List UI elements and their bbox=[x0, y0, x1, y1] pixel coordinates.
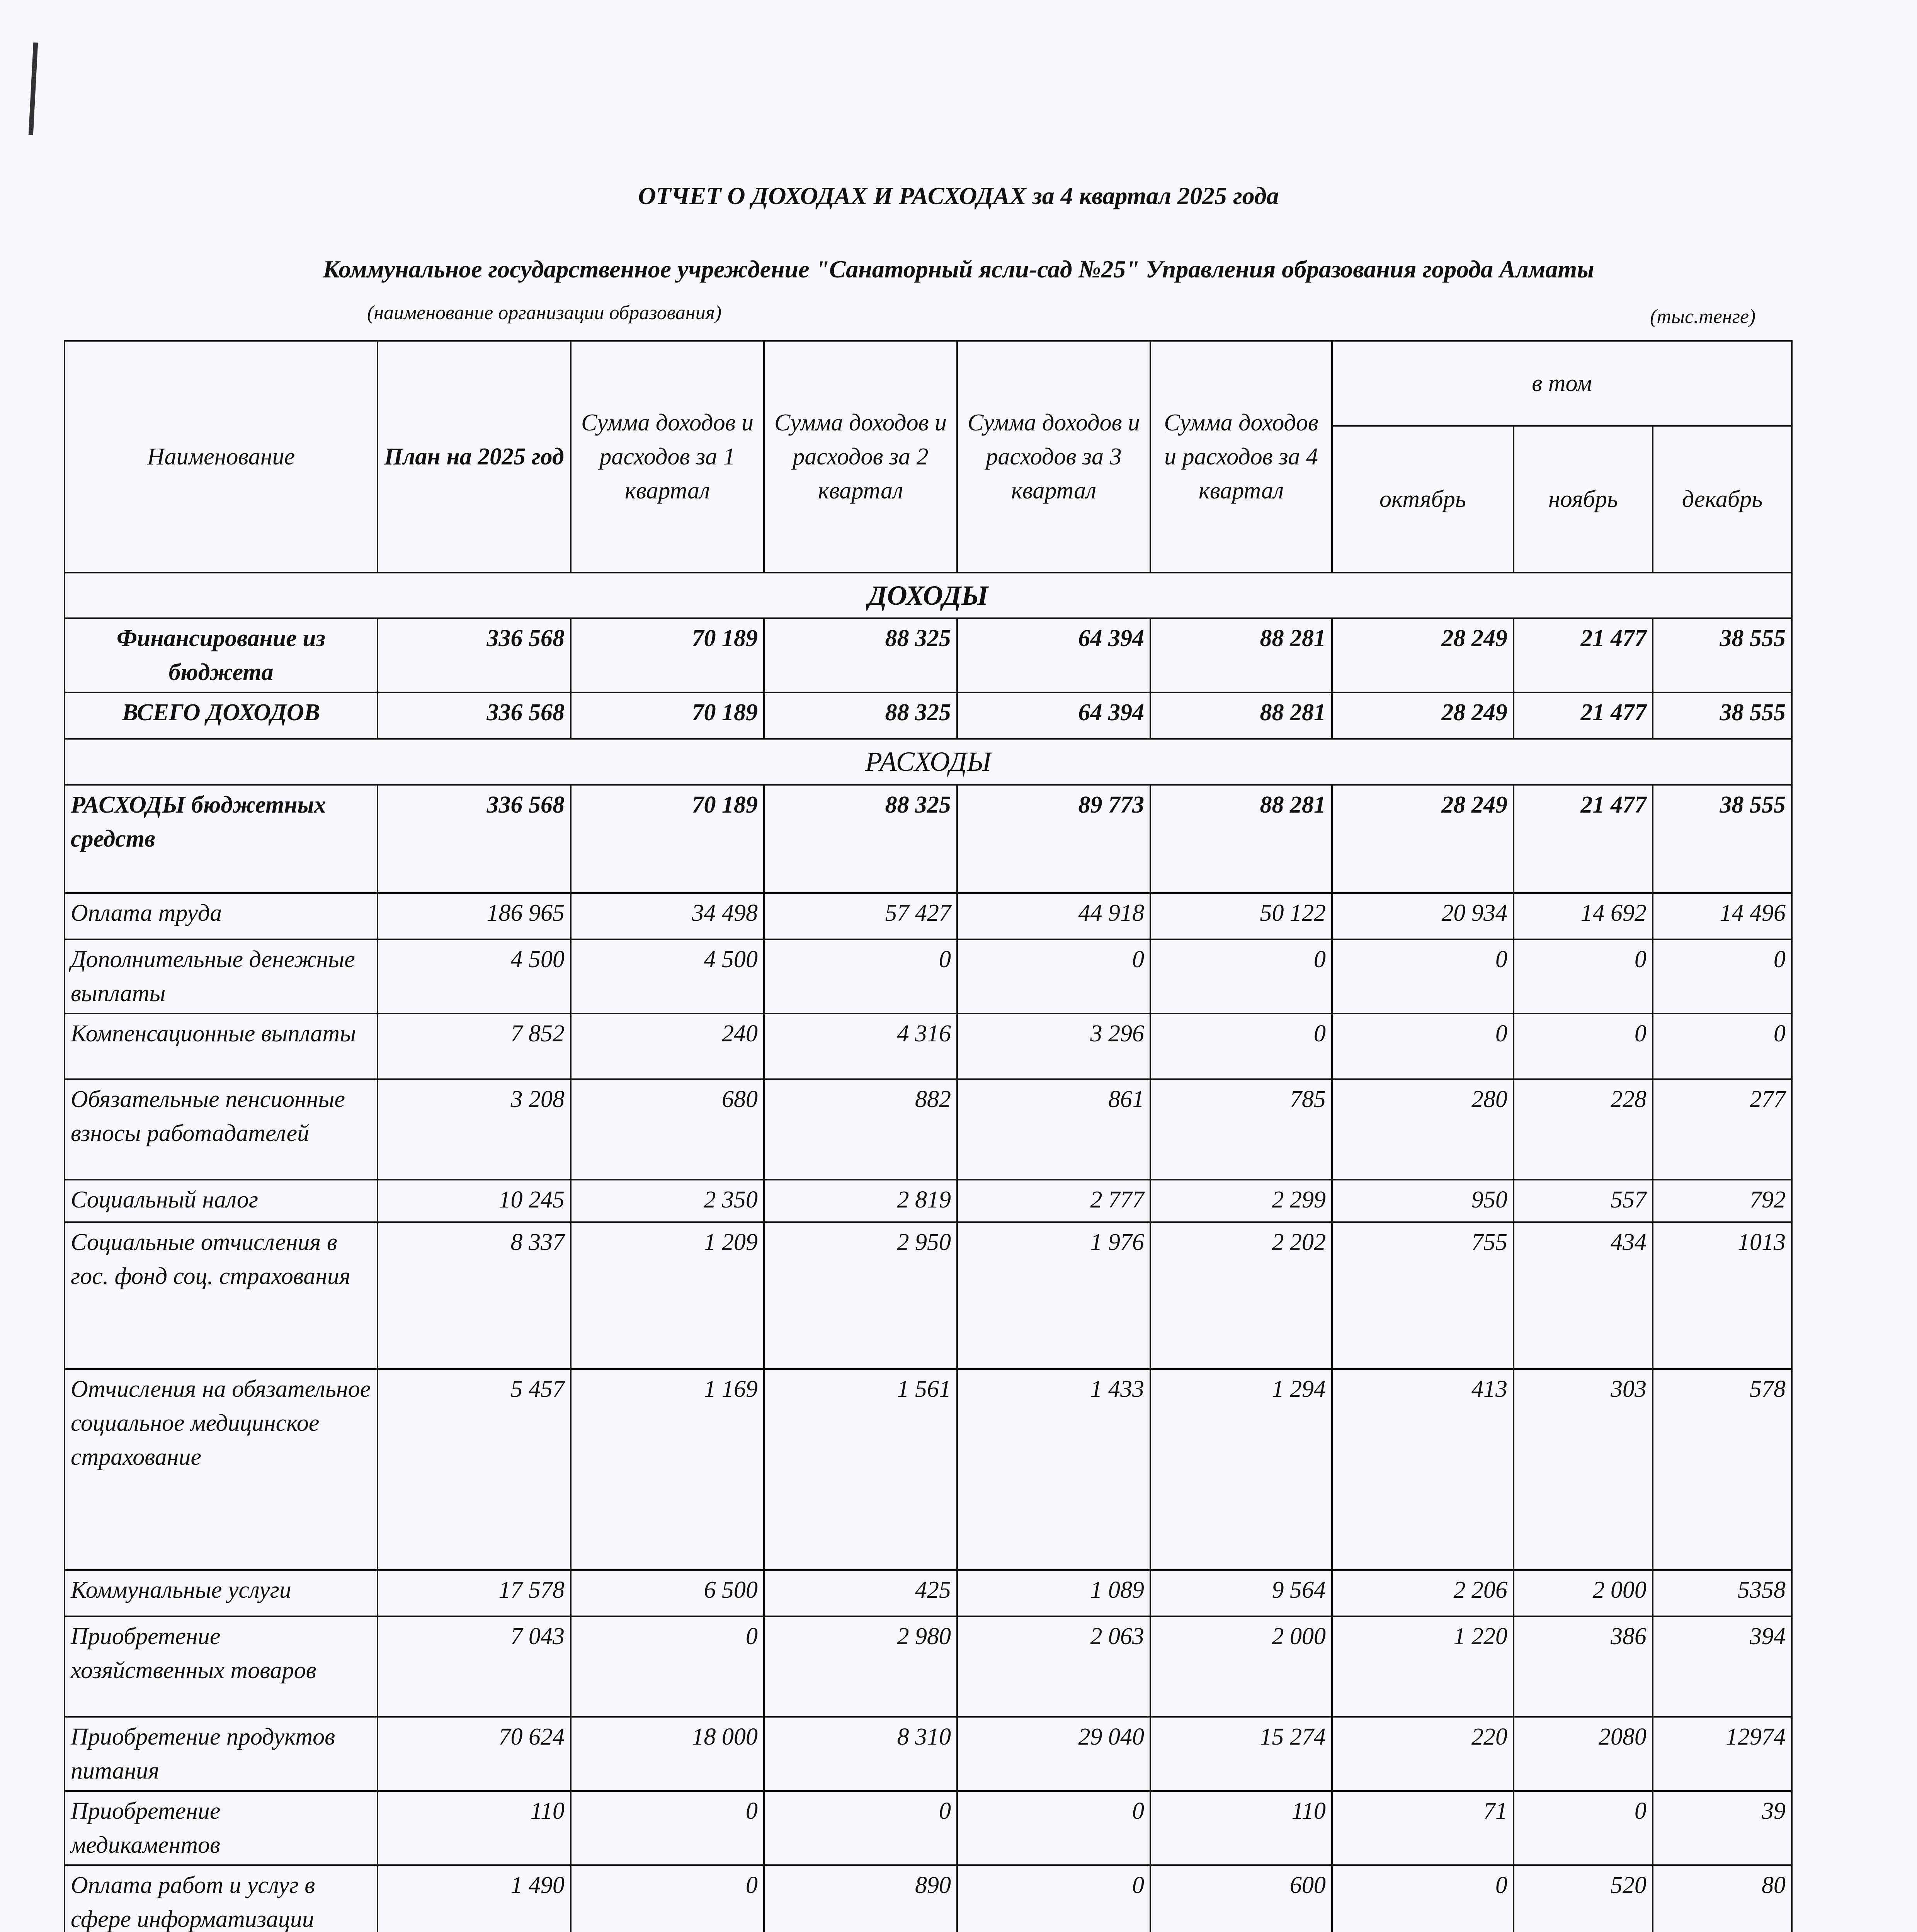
income-expense-table bbox=[64, 340, 1793, 1932]
cell-value: 578 bbox=[1653, 1369, 1792, 1570]
cell-value: 64 394 bbox=[957, 692, 1150, 739]
cell-value: 80 bbox=[1653, 1865, 1792, 1932]
cell-value: 5358 bbox=[1653, 1570, 1792, 1616]
cell-value: 336 568 bbox=[378, 785, 571, 893]
cell-value: 2 350 bbox=[571, 1180, 764, 1222]
col-header-group: в том bbox=[1332, 341, 1792, 426]
units-label: (тыс.тенге) bbox=[1650, 306, 1756, 328]
cell-value: 0 bbox=[571, 1616, 764, 1717]
table-row bbox=[65, 1865, 1792, 1932]
cell-value: 1 169 bbox=[571, 1369, 764, 1570]
cell-value: 2 950 bbox=[764, 1222, 957, 1369]
table-row bbox=[65, 1180, 1792, 1222]
cell-value: 755 bbox=[1332, 1222, 1514, 1369]
cell-value: 4 500 bbox=[571, 939, 764, 1014]
cell-value: 8 310 bbox=[764, 1717, 957, 1791]
row-label: Компенсационные выплаты bbox=[65, 1014, 378, 1079]
cell-value: 8 337 bbox=[378, 1222, 571, 1369]
cell-value: 280 bbox=[1332, 1079, 1514, 1180]
cell-value: 386 bbox=[1514, 1616, 1653, 1717]
cell-value: 10 245 bbox=[378, 1180, 571, 1222]
cell-value: 0 bbox=[1332, 1014, 1514, 1079]
row-label: ВСЕГО ДОХОДОВ bbox=[65, 692, 378, 739]
cell-value: 2 980 bbox=[764, 1616, 957, 1717]
cell-value: 71 bbox=[1332, 1791, 1514, 1865]
col-header-q3: Сумма доходов и расходов за 3 квартал bbox=[957, 341, 1150, 573]
cell-value: 1 976 bbox=[957, 1222, 1150, 1369]
report-title: ОТЧЕТ О ДОХОДАХ И РАСХОДАХ за 4 квартал 2025 года bbox=[638, 182, 1279, 209]
cell-value: 14 692 bbox=[1514, 893, 1653, 939]
cell-value: 0 bbox=[1332, 939, 1514, 1014]
table-row bbox=[65, 1014, 1792, 1079]
cell-value: 28 249 bbox=[1332, 692, 1514, 739]
cell-value: 240 bbox=[571, 1014, 764, 1079]
cell-value: 6 500 bbox=[571, 1570, 764, 1616]
cell-value: 303 bbox=[1514, 1369, 1653, 1570]
cell-value: 861 bbox=[957, 1079, 1150, 1180]
table-row bbox=[65, 618, 1792, 692]
row-label: Оплата труда bbox=[65, 893, 378, 939]
cell-value: 88 325 bbox=[764, 692, 957, 739]
cell-value: 70 189 bbox=[571, 618, 764, 692]
cell-value: 70 189 bbox=[571, 785, 764, 893]
cell-value: 2 299 bbox=[1150, 1180, 1332, 1222]
section-income: ДОХОДЫ bbox=[65, 573, 1792, 618]
cell-value: 0 bbox=[1653, 939, 1792, 1014]
cell-value: 38 555 bbox=[1653, 618, 1792, 692]
cell-value: 70 624 bbox=[378, 1717, 571, 1791]
section-expense: РАСХОДЫ bbox=[65, 739, 1792, 784]
cell-value: 890 bbox=[764, 1865, 957, 1932]
cell-value: 0 bbox=[1514, 1791, 1653, 1865]
cell-value: 2 202 bbox=[1150, 1222, 1332, 1369]
cell-value: 0 bbox=[1332, 1865, 1514, 1932]
row-label: Коммунальные услуги bbox=[65, 1570, 378, 1616]
col-header-december: декабрь bbox=[1653, 426, 1792, 573]
cell-value: 1 490 bbox=[378, 1865, 571, 1932]
table-row bbox=[65, 785, 1792, 893]
table-row bbox=[65, 939, 1792, 1014]
cell-value: 3 208 bbox=[378, 1079, 571, 1180]
cell-value: 2 206 bbox=[1332, 1570, 1514, 1616]
cell-value: 792 bbox=[1653, 1180, 1792, 1222]
cell-value: 2 000 bbox=[1150, 1616, 1332, 1717]
cell-value: 1 209 bbox=[571, 1222, 764, 1369]
table-row bbox=[65, 1222, 1792, 1369]
organization-caption: (наименование организации образования) bbox=[367, 302, 722, 324]
cell-value: 28 249 bbox=[1332, 618, 1514, 692]
row-label: Обязательные пенсионные взносы работадателей bbox=[65, 1079, 378, 1180]
row-label: Социальные отчисления в гос. фонд соц. страхования bbox=[65, 1222, 378, 1369]
cell-value: 0 bbox=[764, 1791, 957, 1865]
cell-value: 28 249 bbox=[1332, 785, 1514, 893]
cell-value: 882 bbox=[764, 1079, 957, 1180]
cell-value: 5 457 bbox=[378, 1369, 571, 1570]
cell-value: 277 bbox=[1653, 1079, 1792, 1180]
cell-value: 12974 bbox=[1653, 1717, 1792, 1791]
table-row bbox=[65, 1079, 1792, 1180]
row-label: Приобретение хозяйственных товаров bbox=[65, 1616, 378, 1717]
cell-value: 336 568 bbox=[378, 692, 571, 739]
cell-value: 2 777 bbox=[957, 1180, 1150, 1222]
row-label: Дополнительные денежные выплаты bbox=[65, 939, 378, 1014]
cell-value: 38 555 bbox=[1653, 785, 1792, 893]
cell-value: 3 296 bbox=[957, 1014, 1150, 1079]
cell-value: 1 220 bbox=[1332, 1616, 1514, 1717]
cell-value: 228 bbox=[1514, 1079, 1653, 1180]
cell-value: 20 934 bbox=[1332, 893, 1514, 939]
cell-value: 34 498 bbox=[571, 893, 764, 939]
cell-value: 57 427 bbox=[764, 893, 957, 939]
row-label: РАСХОДЫ бюджетных средств bbox=[65, 785, 378, 893]
cell-value: 0 bbox=[1150, 1014, 1332, 1079]
cell-value: 0 bbox=[764, 939, 957, 1014]
cell-value: 21 477 bbox=[1514, 618, 1653, 692]
corner-pen-mark bbox=[29, 43, 38, 135]
cell-value: 44 918 bbox=[957, 893, 1150, 939]
cell-value: 1 561 bbox=[764, 1369, 957, 1570]
table-row bbox=[65, 1717, 1792, 1791]
cell-value: 88 281 bbox=[1150, 692, 1332, 739]
table-row bbox=[65, 1369, 1792, 1570]
row-label: Оплата работ и услуг в сфере информатизации bbox=[65, 1865, 378, 1932]
cell-value: 29 040 bbox=[957, 1717, 1150, 1791]
cell-value: 14 496 bbox=[1653, 893, 1792, 939]
cell-value: 0 bbox=[571, 1791, 764, 1865]
cell-value: 89 773 bbox=[957, 785, 1150, 893]
cell-value: 0 bbox=[957, 1791, 1150, 1865]
cell-value: 1013 bbox=[1653, 1222, 1792, 1369]
cell-value: 17 578 bbox=[378, 1570, 571, 1616]
cell-value: 21 477 bbox=[1514, 785, 1653, 893]
cell-value: 50 122 bbox=[1150, 893, 1332, 939]
organization-name: Коммунальное государственное учреждение "Санаторный ясли-сад №25" Управления образования города Алматы bbox=[323, 255, 1594, 283]
cell-value: 0 bbox=[1514, 939, 1653, 1014]
cell-value: 520 bbox=[1514, 1865, 1653, 1932]
col-header-q4: Сумма доходов и расходов за 4 квартал bbox=[1150, 341, 1332, 573]
table-row bbox=[65, 692, 1792, 739]
cell-value: 88 281 bbox=[1150, 618, 1332, 692]
cell-value: 0 bbox=[571, 1865, 764, 1932]
cell-value: 336 568 bbox=[378, 618, 571, 692]
table-row bbox=[65, 1791, 1792, 1865]
cell-value: 39 bbox=[1653, 1791, 1792, 1865]
table-row bbox=[65, 893, 1792, 939]
cell-value: 1 433 bbox=[957, 1369, 1150, 1570]
cell-value: 88 325 bbox=[764, 785, 957, 893]
cell-value: 950 bbox=[1332, 1180, 1514, 1222]
cell-value: 2 063 bbox=[957, 1616, 1150, 1717]
cell-value: 88 325 bbox=[764, 618, 957, 692]
row-label: Приобретение продуктов питания bbox=[65, 1717, 378, 1791]
cell-value: 680 bbox=[571, 1079, 764, 1180]
cell-value: 18 000 bbox=[571, 1717, 764, 1791]
cell-value: 0 bbox=[1514, 1014, 1653, 1079]
cell-value: 4 316 bbox=[764, 1014, 957, 1079]
cell-value: 64 394 bbox=[957, 618, 1150, 692]
cell-value: 2080 bbox=[1514, 1717, 1653, 1791]
col-header-q2: Сумма доходов и расходов за 2 квартал bbox=[764, 341, 957, 573]
cell-value: 9 564 bbox=[1150, 1570, 1332, 1616]
cell-value: 394 bbox=[1653, 1616, 1792, 1717]
cell-value: 7 043 bbox=[378, 1616, 571, 1717]
row-label: Отчисления на обязательное социальное медицинское страхование bbox=[65, 1369, 378, 1570]
cell-value: 2 819 bbox=[764, 1180, 957, 1222]
cell-value: 1 294 bbox=[1150, 1369, 1332, 1570]
table-row bbox=[65, 1616, 1792, 1717]
cell-value: 0 bbox=[957, 939, 1150, 1014]
cell-value: 4 500 bbox=[378, 939, 571, 1014]
cell-value: 70 189 bbox=[571, 692, 764, 739]
cell-value: 110 bbox=[1150, 1791, 1332, 1865]
row-label: Социальный налог bbox=[65, 1180, 378, 1222]
cell-value: 600 bbox=[1150, 1865, 1332, 1932]
cell-value: 7 852 bbox=[378, 1014, 571, 1079]
col-header-q1: Сумма доходов и расходов за 1 квартал bbox=[571, 341, 764, 573]
cell-value: 785 bbox=[1150, 1079, 1332, 1180]
col-header-october: октябрь bbox=[1332, 426, 1514, 573]
cell-value: 21 477 bbox=[1514, 692, 1653, 739]
table-row bbox=[65, 1570, 1792, 1616]
cell-value: 1 089 bbox=[957, 1570, 1150, 1616]
col-header-name: Наименование bbox=[65, 341, 378, 573]
cell-value: 2 000 bbox=[1514, 1570, 1653, 1616]
cell-value: 0 bbox=[957, 1865, 1150, 1932]
cell-value: 0 bbox=[1653, 1014, 1792, 1079]
col-header-november: ноябрь bbox=[1514, 426, 1653, 573]
cell-value: 434 bbox=[1514, 1222, 1653, 1369]
row-label: Финансирование из бюджета bbox=[65, 618, 378, 692]
cell-value: 88 281 bbox=[1150, 785, 1332, 893]
cell-value: 557 bbox=[1514, 1180, 1653, 1222]
cell-value: 425 bbox=[764, 1570, 957, 1616]
cell-value: 0 bbox=[1150, 939, 1332, 1014]
row-label: Приобретение медикаментов bbox=[65, 1791, 378, 1865]
cell-value: 186 965 bbox=[378, 893, 571, 939]
cell-value: 413 bbox=[1332, 1369, 1514, 1570]
cell-value: 110 bbox=[378, 1791, 571, 1865]
cell-value: 15 274 bbox=[1150, 1717, 1332, 1791]
cell-value: 38 555 bbox=[1653, 692, 1792, 739]
cell-value: 220 bbox=[1332, 1717, 1514, 1791]
col-header-plan: План на 2025 год bbox=[378, 341, 571, 573]
